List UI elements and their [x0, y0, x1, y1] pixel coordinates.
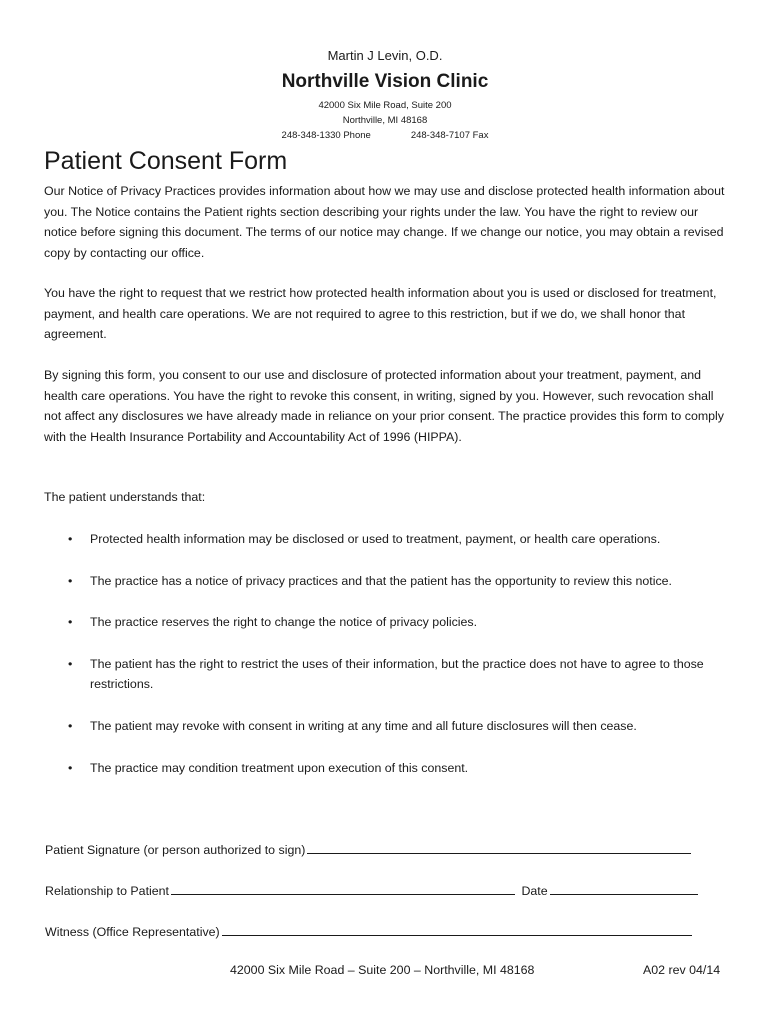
clinic-address-line2: Northville, MI 48168: [342, 115, 428, 126]
clinic-fax: 248-348-7107 Fax: [410, 130, 489, 141]
list-item-text: Protected health information may be disclosed or used to treatment, payment, or health care operations.: [90, 532, 661, 546]
witness-label: Witness (Office Representative): [45, 925, 220, 939]
clinic-address-line1: 42000 Six Mile Road, Suite 200: [318, 100, 452, 111]
bullet-icon: •: [68, 718, 73, 733]
list-item: [44, 529, 734, 550]
list-item-text: The practice has a notice of privacy practices and that the patient has the opportunity to review this notice.: [90, 573, 672, 588]
doctor-name: Martin J Levin, O.D.: [327, 48, 443, 63]
list-item: [44, 654, 734, 695]
form-revision: A02 rev 04/14: [643, 963, 721, 977]
bullet-icon: •: [68, 532, 73, 546]
list-item: [44, 716, 734, 737]
list-item-text: The practice reserves the right to change the notice of privacy policies.: [90, 615, 478, 630]
bullet-icon: •: [68, 615, 73, 630]
page-title: Patient Consent Form: [44, 147, 288, 175]
patient-signature-field[interactable]: [307, 841, 691, 854]
patient-signature-label: Patient Signature (or person authorized to sign): [45, 843, 306, 857]
relationship-row: [45, 881, 698, 901]
contact-row: [0, 128, 770, 143]
relationship-label: Relationship to Patient: [45, 884, 169, 898]
list-item-text: The patient has the right to restrict the uses of their information, but the practice does not have to agree to those restrictions.: [90, 656, 704, 692]
relationship-field[interactable]: [171, 882, 515, 895]
date-field[interactable]: [550, 882, 698, 895]
list-item: [44, 571, 734, 592]
bullet-icon: •: [68, 573, 73, 588]
list-item: [44, 758, 734, 779]
list-item-text: The practice may condition treatment upon execution of this consent.: [90, 760, 469, 775]
date-label: Date: [521, 884, 548, 898]
bullet-icon: •: [68, 656, 73, 671]
witness-row: [45, 922, 692, 942]
footer-address: 42000 Six Mile Road – Suite 200 – Northville, MI 48168: [230, 963, 535, 977]
list-item-text: The patient may revoke with consent in writing at any time and all future disclosures will then cease.: [90, 718, 637, 733]
letterhead: [0, 48, 770, 143]
patient-signature-row: [45, 840, 691, 860]
understanding-list: [44, 529, 734, 778]
witness-signature-field[interactable]: [222, 923, 692, 936]
list-item: [44, 612, 734, 633]
clinic-name: Northville Vision Clinic: [281, 71, 489, 92]
understands-intro: The patient understands that:: [44, 490, 206, 504]
restriction-paragraph: You have the right to request that we restrict how protected health information about you is used or disclosed for treatment, payment, and health care operations. We are not required to agree to this restriction, but if we do, we shall honor that agreement.: [44, 286, 717, 342]
clinic-phone: 248-348-1330 Phone: [281, 130, 371, 141]
privacy-notice-paragraph: Our Notice of Privacy Practices provides information about how we may use and disclose protected health information about you. The Notice contains the Patient rights section describing your rights under the law. You have the right to review our notice before signing this document. The terms of our notice may change. If we change our notice, you may obtain a revised copy by contacting our office.: [44, 184, 725, 260]
consent-paragraph: By signing this form, you consent to our use and disclosure of protected information about your treatment, payment, and health care operations. You have the right to revoke this consent, in writing, signed by you. However, such revocation shall not affect any disclosures we have already made in reliance on your prior consent. The practice provides this form to comply with the Health Insurance Portability and Accountability Act of 1996 (HIPPA).: [44, 368, 724, 444]
bullet-icon: •: [68, 760, 73, 775]
